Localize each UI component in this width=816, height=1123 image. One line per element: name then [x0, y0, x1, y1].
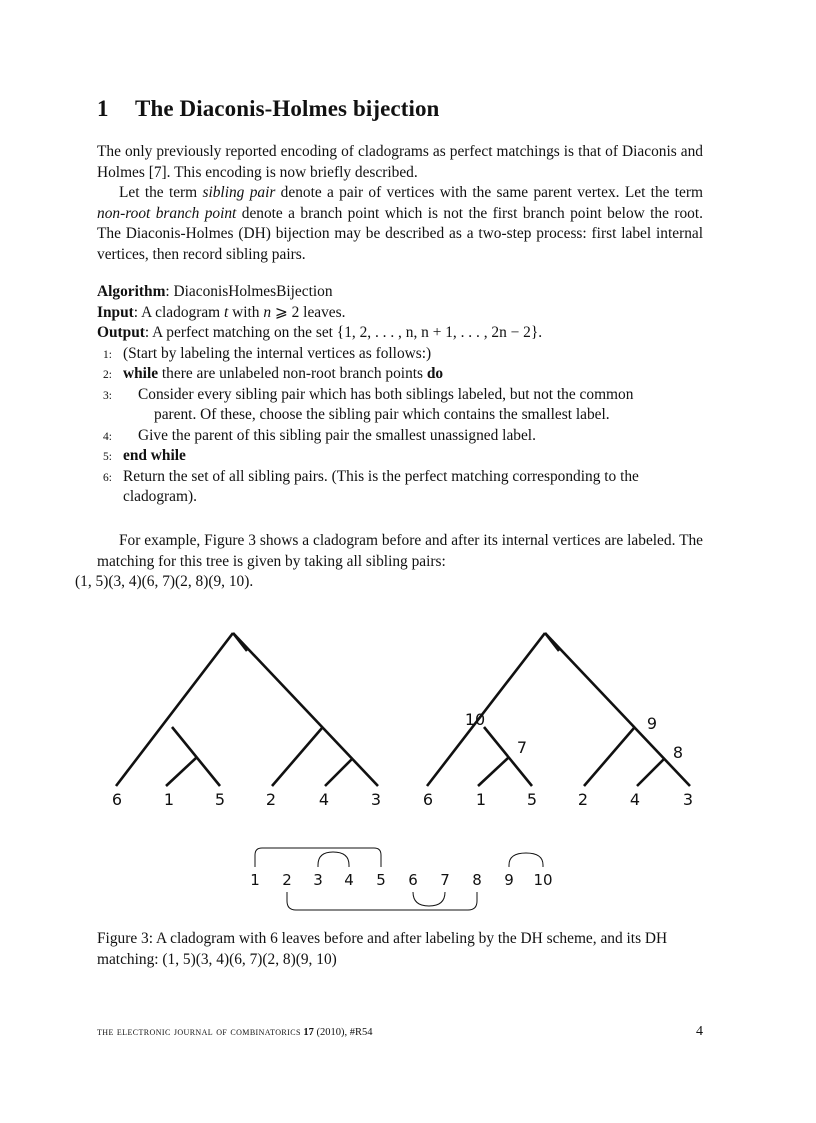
tree-edge: [166, 758, 196, 786]
footer-volume: 17: [303, 1027, 314, 1038]
page-footer: [97, 1026, 703, 1038]
tree-edge: [233, 633, 247, 651]
internal-label: 10: [464, 710, 486, 729]
tree-edge: [584, 728, 634, 786]
leaf-label: 5: [214, 790, 226, 809]
matching-arcs: [255, 848, 543, 910]
algorithm-step-6: [97, 467, 707, 508]
figure-caption: Figure 3: A cladogram with 6 leaves before and after labeling by the DH scheme, and its DH matching: (1, 5)(3, 4)(6, 7)(2, 8)(9, 10): [97, 930, 668, 968]
keyword-end-while: end while: [123, 447, 186, 464]
matching-arc-2-8: [287, 892, 477, 910]
keyword-do: do: [426, 365, 444, 382]
tree-edge: [272, 728, 322, 786]
matching-arc-9-10: [509, 853, 543, 867]
paragraph-definitions-part-c: denote a branch point which is not the first branch point below the root. The Diaconis-Holmes (DH) bijection may be described as a two-step process: first label internal vertices, then record sibling pairs.: [97, 204, 703, 263]
point-label: 8: [472, 871, 482, 889]
step-text: (Start by labeling the internal vertices as follows:): [123, 344, 432, 362]
right-tree-internal-labels: [465, 710, 683, 762]
algorithm-name: : DiaconisHolmesBijection: [165, 283, 333, 300]
paragraph-definitions-part-b: denote a pair of vertices with the same parent vertex. Let the term: [275, 184, 703, 201]
right-tree-leaf-labels: [423, 790, 693, 809]
output-label: Output: [97, 324, 145, 341]
point-label: 7: [440, 871, 450, 889]
left-cladogram: [116, 633, 378, 786]
internal-label: 9: [646, 714, 658, 733]
algorithm-output-line: [97, 323, 707, 344]
term-non-root-branch-point: non-root branch point: [97, 204, 237, 222]
input-text-b: with: [228, 303, 264, 321]
leaf-label: 4: [629, 790, 641, 809]
input-var-t: t: [223, 303, 229, 321]
leaf-label: 6: [422, 790, 434, 809]
input-text-c: ⩾ 2 leaves.: [271, 303, 346, 321]
leaf-label: 3: [370, 790, 382, 809]
step-text-b: cladogram).: [123, 488, 197, 505]
algorithm-block: [97, 282, 707, 508]
internal-label: 8: [672, 743, 684, 762]
step-text-b: parent. Of these, choose the sibling pair which contains the smallest label.: [154, 406, 610, 423]
tree-edge: [478, 758, 508, 786]
matching-arc-6-7: [413, 892, 445, 906]
point-label: 6: [408, 871, 418, 889]
left-tree-leaf-labels: [112, 790, 381, 809]
algorithm-step-3: [97, 385, 707, 426]
paragraph-example: [75, 531, 703, 593]
point-label: 9: [504, 871, 514, 889]
step-number: 1:: [103, 348, 112, 361]
tree-edge: [637, 759, 664, 786]
tree-edge: [172, 727, 220, 786]
input-label: Input: [97, 303, 134, 321]
tree-edge: [116, 633, 233, 786]
matching-point-labels: [250, 871, 552, 889]
leaf-label: 1: [475, 790, 487, 809]
footer-rest: (2010), #R54: [313, 1027, 373, 1038]
step-text-a: Return the set of all sibling pairs. (This is the perfect matching corresponding to the: [123, 467, 639, 485]
figure-3: [0, 615, 816, 915]
algorithm-input-line: [97, 303, 707, 324]
leaf-label: 2: [577, 790, 589, 809]
algorithm-name-line: [97, 282, 707, 303]
matching-arc-3-4: [318, 852, 349, 867]
tree-edge: [233, 633, 378, 786]
leaf-label: 4: [318, 790, 330, 809]
footer-journal: the electronic journal of combinatorics: [97, 1026, 301, 1038]
algorithm-label: Algorithm: [97, 283, 166, 300]
point-label: 4: [344, 871, 354, 889]
algorithm-step-2: [97, 364, 707, 385]
paragraph-definitions-part-a: Let the term: [119, 184, 203, 201]
leaf-label: 3: [682, 790, 694, 809]
algorithm-step-5: [97, 446, 707, 467]
step-number: 6:: [103, 471, 112, 484]
tree-edge: [545, 633, 559, 651]
algorithm-step-1: [97, 344, 707, 365]
step-text: there are unlabeled non-root branch points: [158, 365, 427, 382]
point-label: 5: [376, 871, 386, 889]
step-number: 4:: [103, 430, 112, 443]
algorithm-step-4: [97, 426, 707, 447]
step-text: Give the parent of this sibling pair the smallest unassigned label.: [138, 426, 536, 444]
tree-edge: [325, 759, 352, 786]
keyword-while: while: [123, 365, 159, 382]
tree-edge: [427, 633, 545, 786]
point-label: 10: [533, 871, 553, 889]
input-var-n: n: [263, 303, 272, 321]
paragraph-definitions: [97, 183, 703, 265]
leaf-label: 2: [265, 790, 277, 809]
leaf-label: 5: [526, 790, 538, 809]
point-label: 1: [250, 871, 260, 889]
internal-label: 7: [516, 738, 528, 757]
step-number: 3:: [103, 389, 112, 402]
paragraph-example-text: For example, Figure 3 shows a cladogram before and after its internal vertices are labeled. The matching for this tree is given by taking all sibling pairs:: [97, 532, 703, 570]
section-heading: [97, 96, 439, 122]
leaf-label: 6: [111, 790, 123, 809]
term-sibling-pair: sibling pair: [202, 184, 276, 201]
section-title: The Diaconis-Holmes bijection: [135, 96, 440, 121]
output-text: : A perfect matching on the set {1, 2, . . . , n, n + 1, . . . , 2n − 2}.: [144, 324, 543, 341]
paragraph-example-matching: (1, 5)(3, 4)(6, 7)(2, 8)(9, 10).: [75, 573, 254, 590]
step-text-a: Consider every sibling pair which has both siblings labeled, but not the common: [138, 385, 634, 403]
point-label: 3: [313, 871, 323, 889]
step-number: 5:: [103, 451, 112, 463]
tree-edge: [545, 633, 690, 786]
input-text-a: : A cladogram: [133, 303, 224, 321]
point-label: 2: [282, 871, 292, 889]
page-number: 4: [696, 1024, 703, 1039]
paragraph-intro: The only previously reported encoding of cladograms as perfect matchings is that of Diaconis and Holmes [7]. This encoding is now briefly described.: [97, 143, 703, 181]
step-number: 2:: [103, 369, 112, 381]
section-number: 1: [97, 96, 109, 121]
leaf-label: 1: [163, 790, 175, 809]
